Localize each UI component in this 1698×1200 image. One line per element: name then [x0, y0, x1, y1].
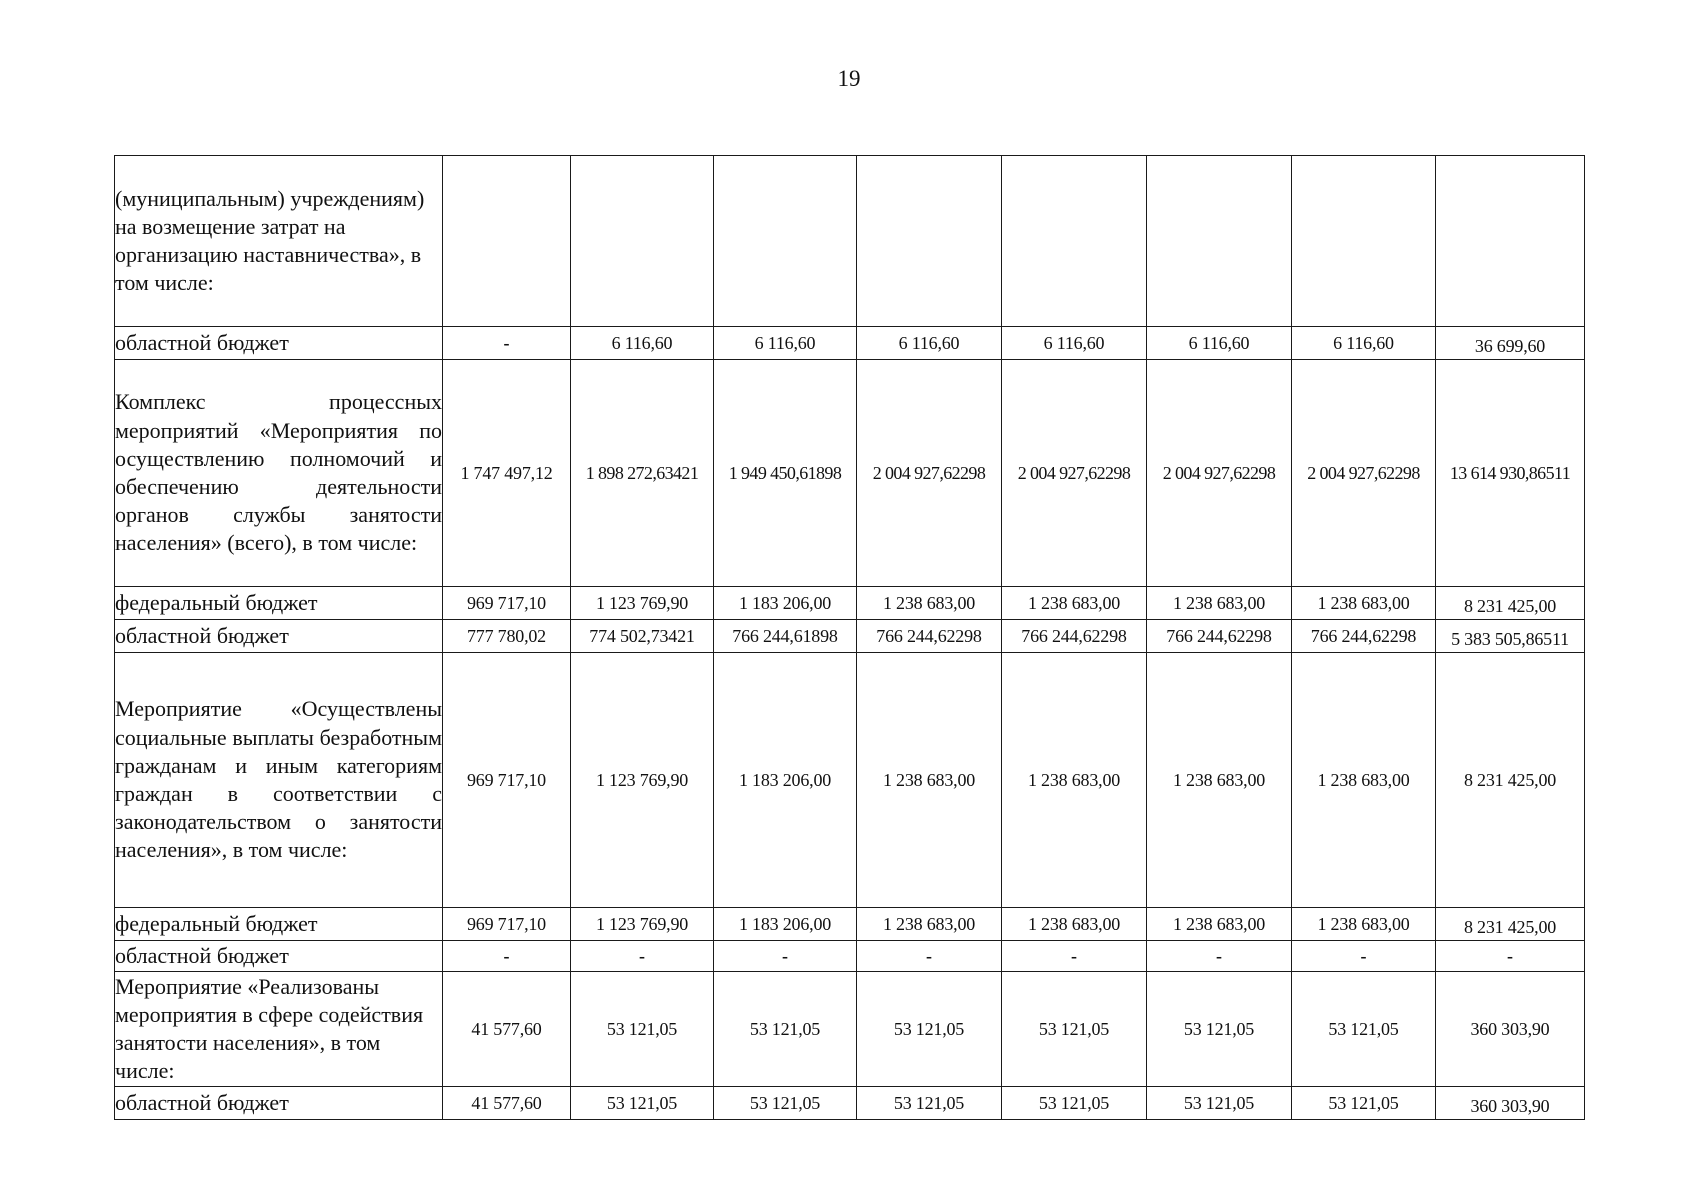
row-label: Мероприятие «Осуществлены социальные выплаты безработным гражданам и иным категориям граждан в соответствии с законодательством о занятости населения», в том числе: — [115, 653, 443, 908]
table-row — [115, 620, 1585, 653]
value-cell — [714, 156, 857, 327]
value-cell: 1 238 683,00 — [1002, 908, 1147, 941]
value-cell: 1 238 683,00 — [1147, 653, 1292, 908]
value-cell: 2 004 927,62298 — [1147, 360, 1292, 587]
value-cell: 53 121,05 — [1147, 1087, 1292, 1120]
value-cell: 777 780,02 — [443, 620, 571, 653]
value-cell: 1 183 206,00 — [714, 908, 857, 941]
row-label: Комплекс процессных мероприятий «Мероприятия по осуществлению полномочий и обеспечению деятельности органов службы занятости населения» (всего), в том числе: — [115, 360, 443, 587]
value-cell: 41 577,60 — [443, 972, 571, 1087]
value-cell: 2 004 927,62298 — [1292, 360, 1436, 587]
row-label: (муниципальным) учреждениям) на возмещение затрат на организацию наставничества», в том числе: — [115, 156, 443, 327]
value-cell: 360 303,90 — [1436, 1087, 1585, 1120]
value-cell: - — [443, 327, 571, 360]
value-cell: 6 116,60 — [1292, 327, 1436, 360]
value-cell: 6 116,60 — [571, 327, 714, 360]
value-cell: 1 238 683,00 — [857, 908, 1002, 941]
value-cell: 1 238 683,00 — [1147, 587, 1292, 620]
value-cell: 53 121,05 — [1292, 1087, 1436, 1120]
value-cell: 8 231 425,00 — [1436, 908, 1585, 941]
value-cell: 766 244,62298 — [857, 620, 1002, 653]
value-cell: 969 717,10 — [443, 653, 571, 908]
value-cell: 1 123 769,90 — [571, 587, 714, 620]
table-row — [115, 156, 1585, 327]
value-cell: 53 121,05 — [571, 1087, 714, 1120]
value-cell: - — [1436, 941, 1585, 972]
value-cell: 1 949 450,61898 — [714, 360, 857, 587]
value-cell: 969 717,10 — [443, 587, 571, 620]
value-cell: 13 614 930,86511 — [1436, 360, 1585, 587]
value-cell: 766 244,62298 — [1002, 620, 1147, 653]
value-cell: 766 244,62298 — [1292, 620, 1436, 653]
value-cell: 766 244,61898 — [714, 620, 857, 653]
value-cell — [1436, 156, 1585, 327]
value-cell: - — [1002, 941, 1147, 972]
value-cell — [443, 156, 571, 327]
table-row — [115, 360, 1585, 587]
value-cell: 53 121,05 — [1147, 972, 1292, 1087]
row-label: федеральный бюджет — [115, 587, 443, 620]
value-cell — [571, 156, 714, 327]
value-cell: - — [714, 941, 857, 972]
value-cell: 6 116,60 — [857, 327, 1002, 360]
value-cell: 969 717,10 — [443, 908, 571, 941]
value-cell: 1 238 683,00 — [1292, 653, 1436, 908]
value-cell: 53 121,05 — [571, 972, 714, 1087]
value-cell: 53 121,05 — [857, 972, 1002, 1087]
row-label: областной бюджет — [115, 1087, 443, 1120]
value-cell: 1 238 683,00 — [1002, 653, 1147, 908]
value-cell: 1 123 769,90 — [571, 653, 714, 908]
value-cell: 774 502,73421 — [571, 620, 714, 653]
value-cell: 1 898 272,63421 — [571, 360, 714, 587]
value-cell: 2 004 927,62298 — [1002, 360, 1147, 587]
value-cell: - — [1147, 941, 1292, 972]
row-label: Мероприятие «Реализованы мероприятия в сфере содействия занятости населения», в том числе: — [115, 972, 443, 1087]
value-cell: 1 238 683,00 — [1292, 908, 1436, 941]
value-cell: 1 238 683,00 — [857, 653, 1002, 908]
value-cell — [1292, 156, 1436, 327]
table-row — [115, 587, 1585, 620]
budget-table — [114, 155, 1585, 1120]
table-row — [115, 327, 1585, 360]
value-cell: 1 238 683,00 — [1292, 587, 1436, 620]
value-cell: - — [443, 941, 571, 972]
value-cell: 53 121,05 — [1002, 1087, 1147, 1120]
value-cell: 8 231 425,00 — [1436, 587, 1585, 620]
value-cell: 36 699,60 — [1436, 327, 1585, 360]
value-cell: 1 238 683,00 — [857, 587, 1002, 620]
value-cell: 360 303,90 — [1436, 972, 1585, 1087]
value-cell — [1002, 156, 1147, 327]
value-cell: 2 004 927,62298 — [857, 360, 1002, 587]
value-cell: 1 123 769,90 — [571, 908, 714, 941]
value-cell: 41 577,60 — [443, 1087, 571, 1120]
value-cell: 1 238 683,00 — [1147, 908, 1292, 941]
row-label: областной бюджет — [115, 327, 443, 360]
value-cell: - — [857, 941, 1002, 972]
value-cell: 53 121,05 — [714, 972, 857, 1087]
value-cell — [857, 156, 1002, 327]
value-cell: 53 121,05 — [857, 1087, 1002, 1120]
row-label: федеральный бюджет — [115, 908, 443, 941]
value-cell: - — [1292, 941, 1436, 972]
table-row — [115, 653, 1585, 908]
value-cell: 766 244,62298 — [1147, 620, 1292, 653]
table-row — [115, 972, 1585, 1087]
page-number: 19 — [837, 66, 861, 91]
value-cell: 1 747 497,12 — [443, 360, 571, 587]
value-cell: 1 238 683,00 — [1002, 587, 1147, 620]
value-cell: 1 183 206,00 — [714, 653, 857, 908]
row-label: областной бюджет — [115, 941, 443, 972]
table-row — [115, 908, 1585, 941]
row-label: областной бюджет — [115, 620, 443, 653]
value-cell — [1147, 156, 1292, 327]
value-cell: 8 231 425,00 — [1436, 653, 1585, 908]
value-cell: 1 183 206,00 — [714, 587, 857, 620]
value-cell: 53 121,05 — [1002, 972, 1147, 1087]
value-cell: 6 116,60 — [714, 327, 857, 360]
value-cell: 5 383 505,86511 — [1436, 620, 1585, 653]
value-cell: 53 121,05 — [714, 1087, 857, 1120]
table-row — [115, 941, 1585, 972]
value-cell: 6 116,60 — [1147, 327, 1292, 360]
value-cell: 6 116,60 — [1002, 327, 1147, 360]
table-row — [115, 1087, 1585, 1120]
value-cell: - — [571, 941, 714, 972]
value-cell: 53 121,05 — [1292, 972, 1436, 1087]
